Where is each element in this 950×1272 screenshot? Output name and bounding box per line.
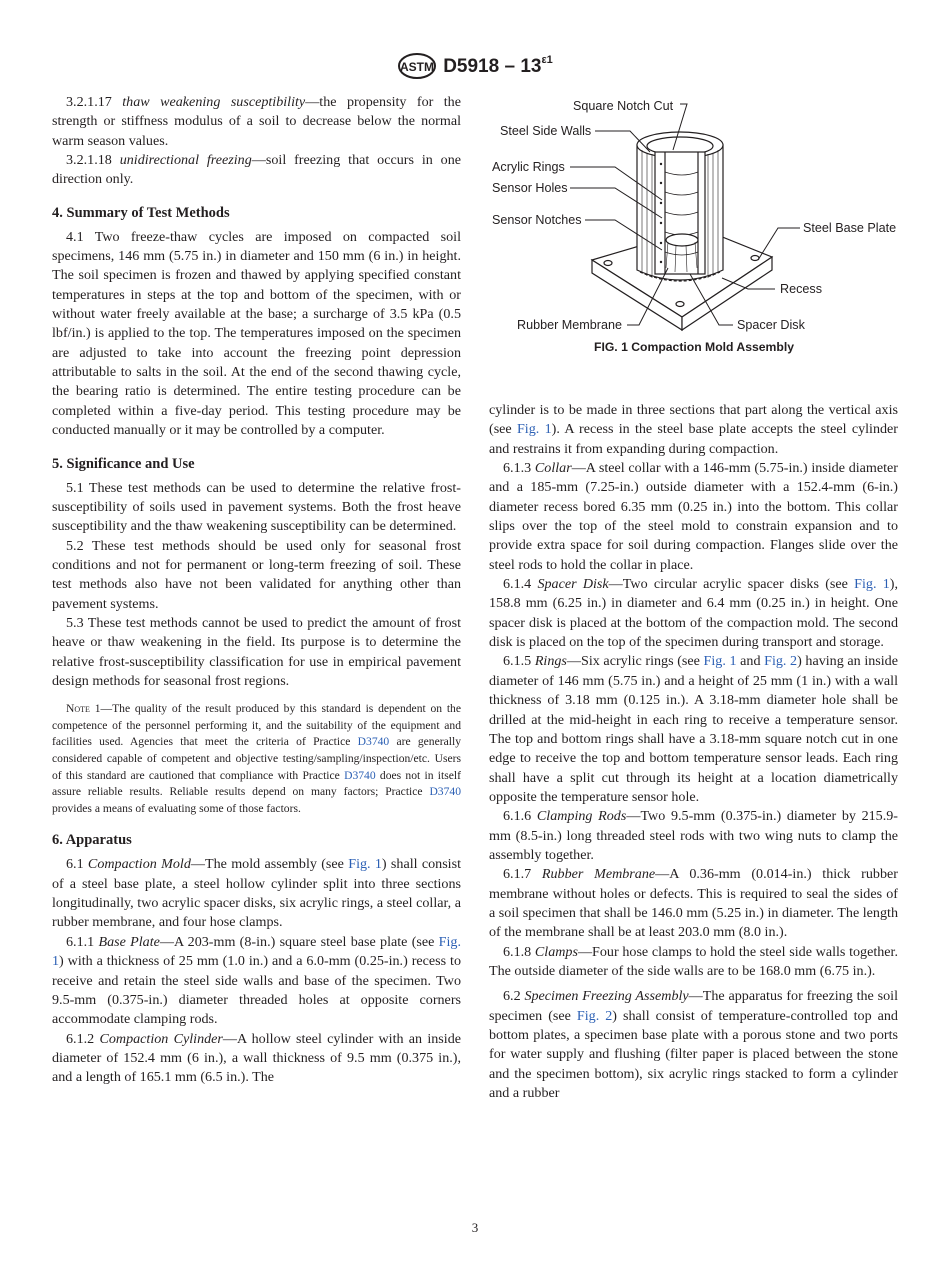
- reference-link[interactable]: Fig. 2: [576, 1007, 613, 1024]
- astm-logo-icon: [397, 52, 437, 80]
- paragraph: [489, 575, 898, 652]
- term: Clamping Rods: [536, 808, 627, 825]
- reference-link[interactable]: Fig. 1: [854, 576, 890, 593]
- page-header: [0, 52, 950, 80]
- note-label: Note: [66, 702, 90, 716]
- text: provides a means of evaluating some of those factors.: [52, 801, 301, 815]
- reference-link[interactable]: D3740: [429, 785, 461, 799]
- paragraph: [489, 652, 898, 807]
- text: 6.1.6: [503, 808, 537, 825]
- text: —A hollow steel cylinder with an inside diameter of 152.4 mm (6 in.), a wall thickness of 9.5 mm (0.375 in.), and a length of 165.1 mm (6.5 in.). The: [52, 1030, 462, 1086]
- paragraph: [52, 479, 461, 537]
- label-acrylic-rings: Acrylic Rings: [492, 160, 565, 174]
- text: 6.1.1: [66, 933, 99, 950]
- text: 6.1.4: [503, 576, 538, 593]
- text: 6.1.7: [503, 866, 542, 883]
- figure-1: [490, 90, 910, 360]
- label-steel-base-plate: Steel Base Plate: [803, 221, 897, 235]
- text: 5.3 These test methods cannot be used to predict the amount of frost heave or thaw weakening in the field. Its purpose is to determine the relative frost-susceptibility classification for use in empirical pavement design methods for seasonal frost regions.: [52, 614, 461, 689]
- reference-link[interactable]: D3740: [357, 735, 390, 749]
- text: ) shall consist of temperature-controlled top and bottom plates, a specimen base plate with a porous stone and two ports for water supply and flushing (filter paper is placed between the stone and the specimen bottom), six acrylic rings stacked to form a cylinder and a rubber: [489, 1007, 898, 1102]
- text: ) with a thickness of 25 mm (1.0 in.) and a 6.0-mm (0.25-in.) recess to receive and retain the steel side walls and base of the specimen. Two 9.5-mm (0.375-in.) diameter threaded holes at opposite corners accommodate clamping rods.: [52, 953, 461, 1028]
- right-column: [489, 401, 898, 1103]
- term: Base Plate: [98, 933, 160, 950]
- label-spacer-disk: Spacer Disk: [737, 318, 805, 332]
- text: —the propensity for the strength or stiffness modulus of a soil to decrease below the normal warm season values.: [52, 94, 461, 149]
- text: —The apparatus for freezing the soil specimen (see: [489, 988, 898, 1024]
- text: 6.1.8: [503, 943, 535, 960]
- paragraph: [52, 228, 461, 441]
- svg-text:ASTM: ASTM: [400, 60, 435, 74]
- label-rubber-membrane: Rubber Membrane: [517, 318, 622, 332]
- term: Clamps: [534, 943, 578, 960]
- reference-link[interactable]: Fig. 2: [764, 653, 798, 670]
- paragraph: [52, 933, 461, 1030]
- reference-link[interactable]: Fig. 1: [516, 421, 552, 438]
- text: —Six acrylic rings (see: [566, 653, 704, 670]
- paragraph: [489, 943, 898, 982]
- term: thaw weakening susceptibility: [122, 94, 306, 110]
- term: Collar: [534, 460, 572, 477]
- text: —Two circular acrylic spacer disks (see: [608, 576, 855, 593]
- paragraph: [489, 401, 898, 459]
- text: 4.1 Two freeze-thaw cycles are imposed on compacted soil specimens, 146 mm (5.75 in.) in diameter and 150 mm (6 in.) in height. The soil specimen is frozen and thawed by applying specified constant temperatures in steps at the top and bottom of the specimen, with or without water freely available at the base; a surcharge of 3.5 kPa (0.5 lbf/in.) is applied to the top. The temperatures imposed on the specimen are adjusted to take into account the freezing point depression attributable to salts in the soil. At the end of the second thawing cycle, the bearing ratio is determined. The entire testing procedure can be completed within a five-day period. This testing procedure may be conducted manually or it may be controlled by a computer.: [52, 228, 461, 439]
- page-number: 3: [471, 1220, 479, 1235]
- section-heading: [52, 831, 461, 850]
- term: Specimen Freezing Assembly: [524, 988, 689, 1005]
- label-recess: Recess: [780, 282, 822, 296]
- text: 5. Significance and Use: [52, 455, 195, 472]
- paragraph: [489, 807, 898, 865]
- left-column: [52, 93, 461, 1088]
- standard-designation: D5918 – 13: [443, 56, 542, 77]
- text: 6.1.5: [503, 653, 535, 670]
- text: 6. Apparatus: [52, 832, 132, 849]
- paragraph: [52, 151, 461, 190]
- text: are generally considered capable of competent and objective testing/sampling/inspection/etc. Users of this standard are cautioned that compliance with Practice: [52, 735, 461, 782]
- text: —soil freezing that occurs in one direction only.: [52, 152, 461, 188]
- text: 5.1 These test methods can be used to determine the relative frost-susceptibility of soils used in pavement systems. Both the frost heave susceptibility and the thaw weakening susceptibility can be determined.: [52, 479, 461, 535]
- text: ). A recess in the steel base plate accepts the steel cylinder and restrains it from expanding during compaction.: [489, 421, 899, 457]
- text: cylinder is to be made in three sections that part along the vertical axis (see: [489, 402, 898, 438]
- term: Rings: [534, 653, 567, 670]
- compaction-mold-drawing: [490, 90, 910, 360]
- paragraph: [489, 865, 898, 942]
- text: —Two 9.5-mm (0.375-in.) diameter by 215.9-mm (8.5-in.) long threaded steel rods with two wing nuts to clamp the assembly together.: [489, 808, 898, 863]
- text: —A steel collar with a 146-mm (5.75-in.) inside diameter and a 185-mm (7.25-in.) outside diameter with a 152.4-mm (6-in.) diameter recess bored 6.35 mm (0.25 in.) into the bottom. This collar slips over the top of the steel mold to constrain expansion and to provide extra space for soil during compaction. Flanges slide over the steel rods to hold the collar in place.: [489, 460, 898, 573]
- term: Compaction Cylinder: [99, 1030, 223, 1047]
- term: Spacer Disk: [537, 576, 609, 593]
- term: Compaction Mold: [87, 856, 191, 873]
- text: 5.2 These test methods should be used only for seasonal frost conditions and not for permanent or long-term freezing of soil. These test methods also have not been validated for anything other than pavement systems.: [52, 537, 461, 612]
- text: 3.2.1.18: [66, 152, 120, 169]
- reference-link[interactable]: Fig. 1: [348, 856, 382, 873]
- paragraph: [52, 537, 461, 614]
- section-heading: [52, 204, 461, 223]
- text: —Four hose clamps to hold the steel side walls together. The outside diameter of the side walls are to be 168.0 mm (6.75 in.).: [489, 943, 898, 979]
- paragraph: [52, 614, 461, 691]
- text: 4. Summary of Test Methods: [52, 204, 230, 221]
- label-steel-side-walls: Steel Side Walls: [500, 124, 592, 138]
- text: 3.2.1.17: [66, 94, 123, 110]
- reference-link[interactable]: Fig. 1: [703, 653, 737, 670]
- spacer-disk: [666, 234, 698, 246]
- term: Rubber Membrane: [541, 866, 656, 883]
- reference-link[interactable]: D3740: [344, 768, 376, 782]
- paragraph: [52, 855, 461, 932]
- paragraph: [52, 93, 461, 151]
- text: ) shall consist of a steel base plate, a steel hollow cylinder split into three sections longitudinally, two acrylic spacer disks, six acrylic rings, a steel collar, a rubber membrane, and four hose clamps.: [52, 856, 461, 931]
- paragraph: [489, 459, 898, 575]
- note: [52, 701, 461, 817]
- figure-caption: FIG. 1 Compaction Mold Assembly: [594, 340, 794, 354]
- section-heading: [52, 455, 461, 474]
- text: 1—The quality of the result produced by this standard is dependent on the competence of the personnel performing it, and the suitability of the equipment and facilities used. Agencies that meet the criteria of Practice: [52, 702, 461, 749]
- label-sensor-holes: Sensor Holes: [492, 181, 568, 195]
- standard-superscript: ε1: [541, 54, 553, 66]
- text: does not in itself assure reliable results. Reliable results depend on many factors; Practice: [52, 768, 461, 799]
- paragraph: [52, 1030, 461, 1088]
- text: —The mold assembly (see: [190, 856, 349, 873]
- text: ), 158.8 mm (6.25 in.) in diameter and 6.4 mm (0.25 in.) in height. One spacer disk is placed at the bottom of the compaction mold. The second disk is placed on the top of the specimen during transport and storage.: [489, 576, 898, 651]
- text: 6.1: [66, 856, 88, 873]
- term: unidirectional freezing: [119, 152, 252, 169]
- paragraph: [489, 987, 898, 1103]
- reference-link[interactable]: Fig. 1: [52, 933, 461, 970]
- label-square-notch-cut: Square Notch Cut: [573, 99, 674, 113]
- text: 6.1.3: [503, 460, 535, 477]
- label-sensor-notches: Sensor Notches: [492, 213, 582, 227]
- text: 6.2: [503, 988, 525, 1005]
- text: —A 0.36-mm (0.014-in.) thick rubber membrane without holes or defects. This is required to seal the sides of a soil specimen that shall be 146.0 mm (5.25 in.) in diameter. The length of the membrane shall be at least 203.0 mm (8.0 in.).: [489, 866, 898, 941]
- text: —A 203-mm (8-in.) square steel base plate (see: [159, 933, 439, 950]
- text: and: [736, 653, 765, 670]
- text: ) having an inside diameter of 146 mm (5.75 in.) and a height of 25 mm (1 in.) with a wall thickness of 3.18 mm (0.125 in.). A 3.18-mm diameter hole shall be drilled at the mid-height in each ring to receive a temperature sensor. The top and bottom rings shall have a 3.18-mm square notch cut in one edge to receive the top and bottom temperature sensor leads. Each ring shall have a split cut through its height at a location diametrically opposite the temperature sensor hole.: [489, 653, 898, 805]
- text: 6.1.2: [66, 1030, 100, 1047]
